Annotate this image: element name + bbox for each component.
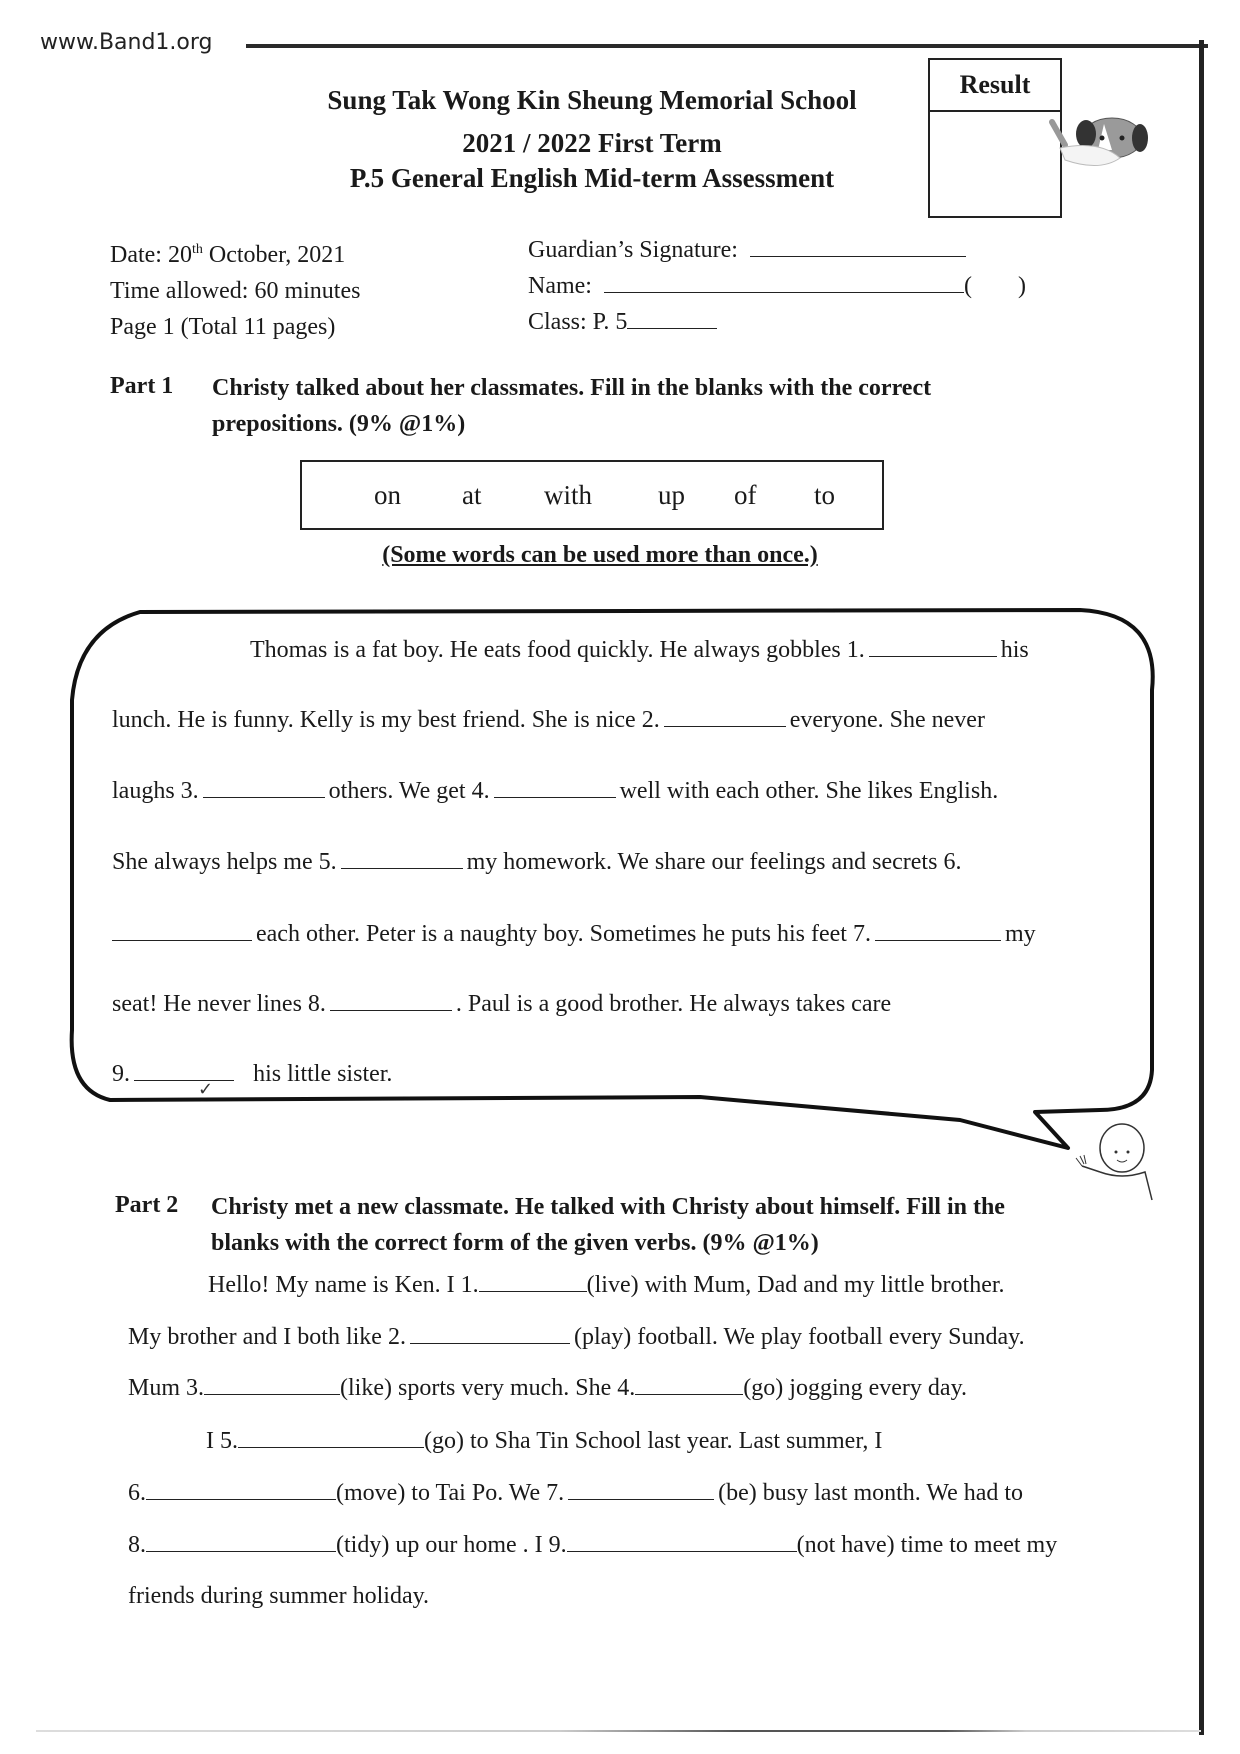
exam-info — [110, 232, 360, 345]
part2-label: Part 2 — [115, 1192, 179, 1218]
class-field[interactable] — [627, 306, 717, 329]
guardian-signature-field[interactable] — [750, 234, 966, 257]
right-border — [1199, 40, 1204, 1735]
result-label: Result — [930, 60, 1060, 112]
assessment-title: P.5 General English Mid-term Assessment — [349, 163, 835, 193]
guardian-signature-label: Guardian’s Signature: — [528, 237, 738, 263]
term-title: 2021 / 2022 First Term — [462, 128, 722, 158]
part1-line-7: $9._✓his$ little sister. — [112, 1061, 393, 1100]
part2-instructions: Christy met a new classmate. He talked with Christy about himself. Fill in the blanks with the correct form of the given verbs. (9% @1%) — [211, 1194, 1005, 1256]
word-bank-item: of — [734, 480, 757, 510]
blank-2[interactable] — [664, 706, 786, 727]
verb-blank-8[interactable] — [146, 1531, 336, 1552]
verb-blank-9[interactable] — [567, 1531, 797, 1552]
part2-line-3: Mum 3. (like) sports very much. She 4. (go) jogging every day. — [128, 1375, 968, 1401]
part1-line-5: each other. Peter is a naughty boy. Sometimes he puts his feet 7. my — [112, 920, 1036, 948]
word-bank-item: to — [814, 480, 836, 510]
verb-blank-1[interactable] — [479, 1271, 587, 1292]
school-name: Sung Tak Wong Kin Sheung Memorial School — [327, 85, 857, 115]
verb-blank-2[interactable] — [410, 1323, 570, 1344]
part2-line-2: My brother and I both like 2. (play) football. We play football every Sunday. — [128, 1324, 1025, 1350]
class-label: Class: P. 5 — [528, 309, 628, 335]
verb-blank-5[interactable] — [238, 1427, 424, 1448]
blank-8[interactable] — [330, 990, 452, 1011]
top-border — [246, 44, 1208, 48]
blank-7[interactable] — [875, 920, 1001, 941]
part1-line-2: lunch. He is funny. Kelly is my best friend. She is nice 2. everyone. She never — [112, 707, 985, 733]
word-bank-item: with — [544, 480, 593, 510]
blank-1[interactable] — [869, 636, 997, 657]
part2-line-4: I 5. (go) to Sha Tin School last year. Last summer, I — [206, 1428, 883, 1454]
bottom-border — [36, 1730, 1201, 1732]
blank-4[interactable] — [494, 777, 616, 798]
part1-line-3: laughs 3. others. We get 4. well with each other. She likes English. — [112, 778, 999, 804]
word-bank-item: on — [374, 480, 401, 510]
part1-label: Part 1 — [110, 373, 174, 399]
verb-blank-3[interactable] — [204, 1374, 340, 1395]
tick-mark-icon: ✓ — [198, 1079, 214, 1100]
part2-line-6: 8. (tidy) up our home . I 9. (not have) time to meet my — [128, 1532, 1058, 1558]
verb-blank-6[interactable] — [146, 1479, 336, 1500]
word-bank-note: (Some words can be used more than once.) — [382, 542, 818, 568]
part2-line-7: friends during summer holiday. — [128, 1583, 430, 1609]
part2-line-1: Hello! My name is Ken. I 1. (live) with Mum, Dad and my little brother. — [208, 1272, 1005, 1298]
name-field[interactable] — [604, 270, 964, 293]
part2-line-5: 6. (move) to Tai Po. We 7. (be) busy last month. We had to — [128, 1480, 1024, 1506]
word-bank-item: at — [462, 480, 482, 510]
dog-illustration-icon — [1040, 110, 1150, 180]
blank-6[interactable] — [112, 920, 252, 941]
student-info: Guardian’s Signature: Name: ( ) Class: P. 5 — [528, 232, 1026, 340]
time-allowed: Time allowed: 60 minutes — [110, 278, 361, 304]
blank-5[interactable] — [341, 848, 463, 869]
part1-line-6: seat! He never lines 8. . Paul is a good brother. He always takes care — [112, 991, 892, 1017]
word-bank-item: up — [658, 480, 685, 510]
name-label: Name: — [528, 273, 592, 299]
blank-9[interactable] — [134, 1060, 234, 1081]
verb-blank-7[interactable] — [568, 1479, 714, 1500]
verb-blank-4[interactable] — [635, 1374, 743, 1395]
site-watermark: www.Band1.org — [40, 30, 213, 55]
part1-instructions: Christy talked about her classmates. Fill in the blanks with the correct prepositions. (9% @1%) — [212, 375, 932, 437]
page-count: Page 1 (Total 11 pages) — [110, 314, 336, 340]
exam-date: Date: 20th October, 2021 — [110, 242, 346, 268]
word-bank — [300, 460, 884, 530]
part1-line-4: She always helps me 5. my homework. We share our feelings and secrets 6. — [112, 849, 962, 875]
blank-3[interactable] — [203, 777, 325, 798]
part1-line-1: Thomas is a fat boy. He eats food quickly. He always gobbles 1. his — [250, 637, 1029, 663]
